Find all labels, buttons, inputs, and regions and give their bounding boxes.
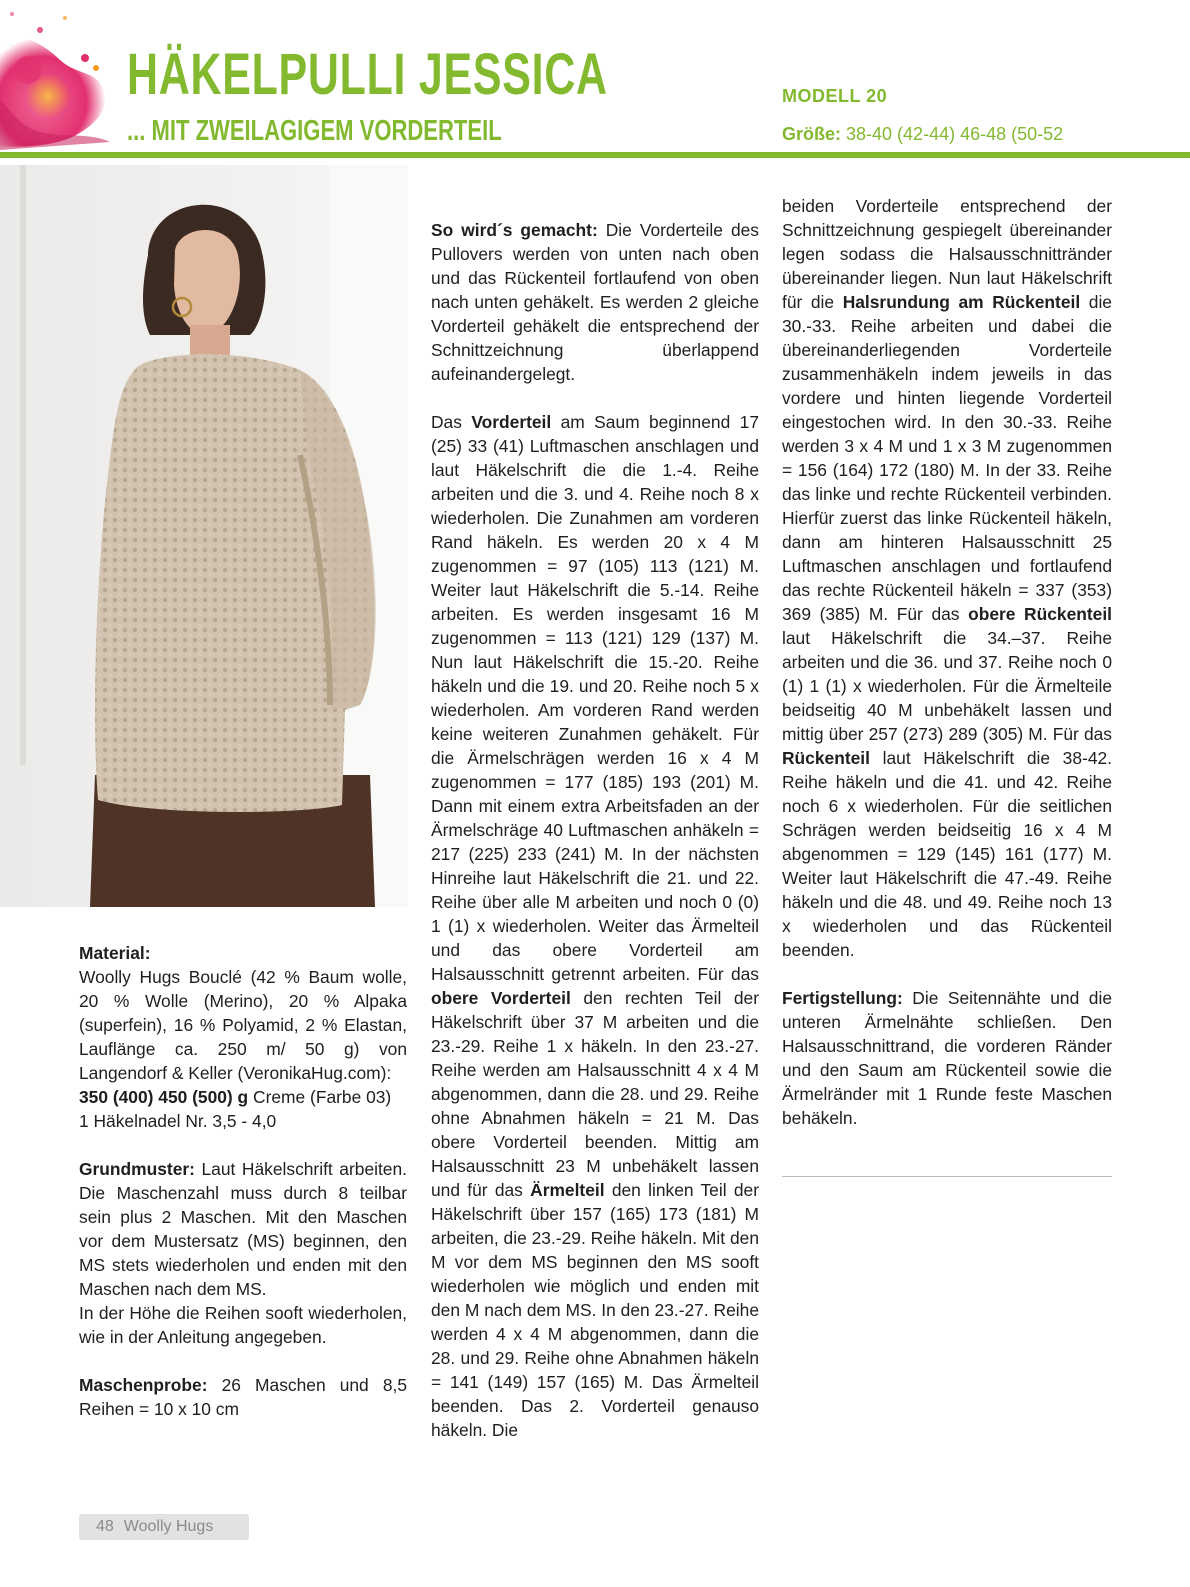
pattern-section (79, 1157, 407, 1349)
yarn-amount: 350 (400) 450 (500) g (79, 1087, 249, 1107)
page-number: 48 (96, 1518, 114, 1535)
text-run: Das (431, 412, 472, 432)
size-label: Größe: (782, 124, 842, 144)
gauge-label: Maschenprobe: (79, 1375, 208, 1395)
text-run: am Saum beginnend 17 (25) 33 (41) Luftmaschen anschlagen und laut Häkelschrift die die 1.-4. Reihe arbeiten und die 3. und 4. Reihe noch 8 x wiederholen. Die Zunahmen am vorderen Rand häkeln. Es werden 20 x 4 M zugenommen = 97 (105) 113 (121) M. Weiter laut Häkelschrift die 5.-14. Reihe arbeiten. Es werden insgesamt 16 M zugenommen = 113 (121) 129 (137) M. Nun laut Häkelschrift die 15.-20. Reihe häkeln und die 19. und 20. Reihe noch 5 x wiederholen. Am vorderen Rand werden keine weiteren Zunahmen gehäkelt. Für die Ärmelschrägen werden 16 x 4 M zugenommen = 177 (185) 193 (201) M. Dann mit einem extra Arbeitsfaden an der Ärmelschräge 40 Luftmaschen anhäkeln = 217 (225) 233 (241) M. In der nächsten Hinreihe laut Häkelschrift die 21. und 22. Reihe über alle M arbeiten und noch 0 (0) 1 (1) x wiederholen. Weiter das Ärmelteil und das obere Vorderteil am Halsausschnitt getrennt arbeiten. Für das (431, 412, 759, 984)
instructions-column-2 (782, 194, 1112, 1130)
front-part-paragraph (431, 410, 759, 1442)
intro-paragraph (431, 218, 759, 386)
intro-label: So wird´s gemacht: (431, 220, 598, 240)
materials-column (79, 941, 407, 1421)
watercolor-splash-decoration (0, 0, 130, 150)
page-subtitle: ... MIT ZWEILAGIGEM VORDERTEIL (127, 115, 502, 147)
gauge-section (79, 1373, 407, 1421)
instructions-column-1 (431, 218, 759, 1442)
bold-term: obere Vorderteil (431, 988, 571, 1008)
bold-term: obere Rückenteil (968, 604, 1113, 624)
finishing-label: Fertigstellung: (782, 988, 903, 1008)
bold-term: Rückenteil (782, 748, 870, 768)
bold-term: Halsrundung am Rückenteil (842, 292, 1081, 312)
model-photo (0, 165, 408, 907)
page-title: HÄKELPULLI JESSICA (127, 42, 608, 107)
material-section (79, 941, 407, 1133)
pattern-text-2: In der Höhe die Reihen sooft wiederholen, wie in der Anleitung angegeben. (79, 1303, 407, 1347)
column-divider (782, 1176, 1112, 1177)
text-run: beiden Vorderteile entsprechend der Schnittzeichnung gespiegelt übereinander legen sodass die Halsausschnittränder übereinander liegen. Nun laut Häkelschrift für die (782, 196, 1112, 312)
pattern-text: Laut Häkelschrift arbeiten. Die Maschenzahl muss durch 8 teilbar sein plus 2 Maschen. Mit den Maschen vor dem Mustersatz (MS) beginnen, den MS stets wiederholen und enden mit den Maschen nach dem MS. (79, 1159, 407, 1299)
header-rule (0, 152, 1190, 158)
finishing-paragraph (782, 986, 1112, 1130)
back-part-paragraph (782, 194, 1112, 962)
text-run: laut Häkelschrift die 34.–37. Reihe arbeiten und die 36. und 37. Reihe noch 0 (1) 1 (1) x wiederholen. Für die Ärmelteile beidseitig 40 M unbehäkelt lassen und mittig über 257 (273) 289 (305) M. Für das (782, 628, 1112, 744)
text-run: den rechten Teil der Häkelschrift über 37 M arbeiten und die 23.-29. Reihe 1 x häkeln. In den 23.-27. Reihe werden am Halsausschnitt 4 x 4 M abgenommen, dann die 28. und 29. Reihe ohne Abnahmen häkeln = 21 M. Das obere Vorderteil beenden. Mittig am Halsausschnitt 23 M unbehäkelt lassen und für das (431, 988, 759, 1200)
material-label: Material: (79, 943, 151, 963)
pattern-label: Grundmuster: (79, 1159, 195, 1179)
magazine-name: Woolly Hugs (123, 1518, 214, 1535)
page-footer (79, 1514, 249, 1540)
bold-term: Ärmelteil (530, 1180, 605, 1200)
intro-text: Die Vorderteile des Pullovers werden von unten nach oben und das Rückenteil fortlaufend von oben nach unten gehäkelt. Es werden 2 gleiche Vorderteil gehäkelt die entsprechend der Schnittzeichnung überlappend aufeinandergelegt. (431, 220, 759, 384)
needle-info: 1 Häkelnadel Nr. 3,5 - 4,0 (79, 1111, 277, 1131)
yarn-color: Creme (Farbe 03) (248, 1087, 392, 1107)
size-value: 38-40 (42-44) 46-48 (50-52 (841, 124, 1064, 144)
material-text: Woolly Hugs Bouclé (42 % Baum wolle, 20 % Wolle (Merino), 20 % Alpaka (superfein), 16 % Polyamid, 2 % Elastan, Lauflänge ca. 250 m/ 50 g) von Langendorf & Keller (VeronikaHug.com): (79, 967, 407, 1083)
size-info (782, 124, 1063, 145)
text-run: laut Häkelschrift die 38-42. Reihe häkeln und die 41. und 42. Reihe noch 6 x wiederholen. Für die seitlichen Schrägen werden beidseitig 16 x 4 M abgenommen = 129 (145) 161 (177) M. Weiter laut Häkelschrift die 47.-49. Reihe häkeln und die 48. und 49. Reihe noch 13 x wiederholen und das Rückenteil beenden. (782, 748, 1112, 960)
text-run: die 30.-33. Reihe arbeiten und dabei die übereinanderliegenden Vorderteile zusammenhäkeln indem jeweils in das vordere und hinten liegende Vorderteil eingestochen wird. In den 30.-33. Reihe werden 3 x 4 M und 1 x 3 M zugenommen = 156 (164) 172 (180) M. In der 33. Reihe das linke und rechte Rückenteil verbinden. Hierfür zuerst das linke Rückenteil häkeln, dann am hinteren Halsausschnitt 25 Luftmaschen anschlagen und fortlaufend das rechte Rückenteil häkeln = 337 (353) 369 (385) M. Für das (782, 292, 1112, 624)
model-number: MODELL 20 (782, 86, 888, 106)
bold-term: Vorderteil (471, 412, 552, 432)
finishing-text: Die Seitennähte und die unteren Ärmelnähte schließen. Den Halsausschnittrand, die vorderen Ränder und den Saum am Rückenteil sowie die Ärmelränder mit 1 Runde feste Maschen behäkeln. (782, 988, 1112, 1128)
text-run: den linken Teil der Häkelschrift über 157 (165) 173 (181) M arbeiten, die 23.-29. Reihe häkeln. Mit den M vor dem MS beginnen den MS sooft wiederholen wie möglich und enden mit den M nach dem MS. In den 23.-27. Reihe werden 4 x 4 M abgenommen, dann die 28. und 29. Reihe ohne Abnahmen häkeln = 141 (149) 157 (165) M. Das Ärmelteil beenden. Das 2. Vorderteil genauso häkeln. Die (431, 1180, 759, 1440)
gauge-text: 26 Maschen und 8,5 Reihen = 10 x 10 cm (79, 1375, 407, 1419)
